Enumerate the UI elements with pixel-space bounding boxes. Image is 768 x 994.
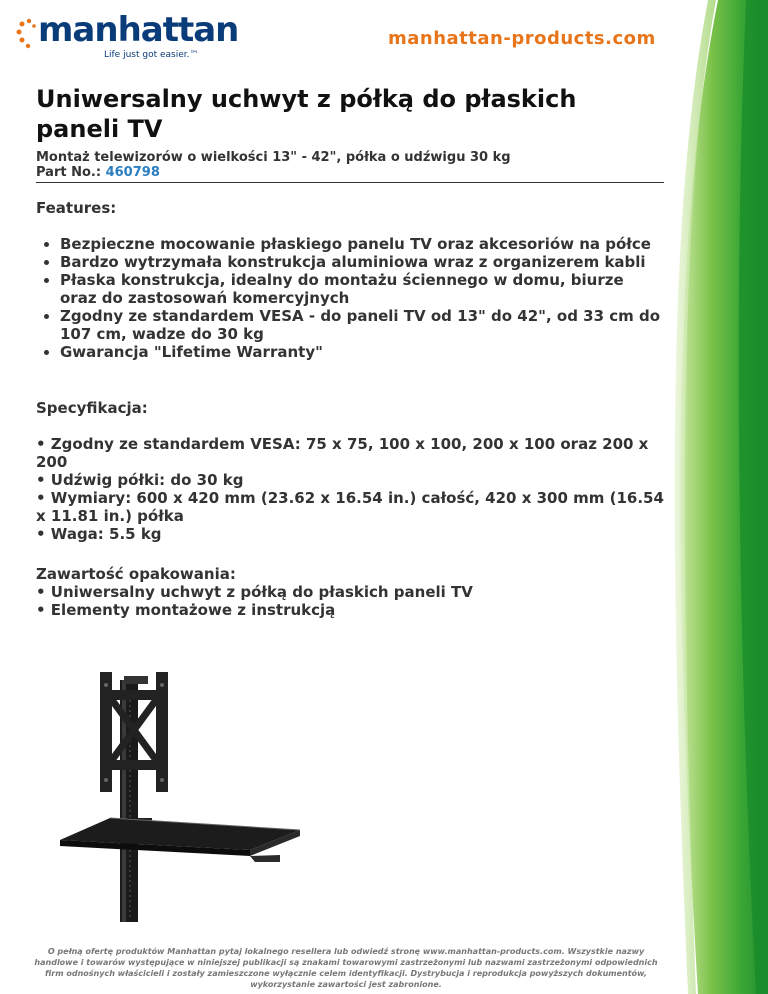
list-item: • Bardzo wytrzymała konstrukcja aluminiowa wraz z organizerem kabli [60,253,664,271]
manhattan-logo [16,8,239,64]
product-subtitle: Montaż telewizorów o wielkości 13" - 42", półka o udźwigu 30 kg [36,150,511,165]
list-item: • Płaska konstrukcja, idealny do montażu ściennego w domu, biurze oraz do zastosowań komercyjnych [60,271,664,307]
features-list [36,235,664,361]
specs-list [36,435,664,543]
specs-heading: Specyfikacja: [36,399,148,417]
list-item: • Gwarancja "Lifetime Warranty" [60,343,664,361]
spec-item: • Wymiary: 600 x 420 mm (23.62 x 16.54 in.) całość, 420 x 300 mm (16.54 x 11.81 in.) półka [36,489,664,525]
spec-item: • Zgodny ze standardem VESA: 75 x 75, 100 x 100, 200 x 100 oraz 200 x 200 [36,435,649,471]
part-number-value: 460798 [105,165,160,180]
features-heading: Features: [36,199,117,217]
part-number-label: Part No.: [36,165,102,180]
logo-tagline: Life just got easier.™ [104,50,199,60]
header-divider [36,182,664,183]
product-title: Uniwersalny uchwyt z półką do płaskich paneli TV [36,85,577,143]
spec-item: • Udźwig półki: do 30 kg [36,471,244,489]
package-heading: Zawartość opakowania: [36,565,236,583]
package-item: • Uniwersalny uchwyt z półką do płaskich paneli TV [36,583,473,601]
logo-dots-icon [16,18,40,54]
product-image [50,650,310,930]
logo-wordmark: manhattan [38,10,239,50]
part-number-line [36,165,664,180]
site-url[interactable]: manhattan-products.com [388,28,656,49]
list-item: • Zgodny ze standardem VESA - do paneli TV od 13" do 42", od 33 cm do 107 cm, wadze do 30 kg [60,307,664,343]
package-item: • Elementy montażowe z instrukcją [36,601,336,619]
list-item: • Bezpieczne mocowanie płaskiego panelu TV oraz akcesoriów na półce [60,235,664,253]
main-content [36,84,664,619]
footer-disclaimer: O pełną ofertę produktów Manhattan pytaj lokalnego resellera lub odwiedź stronę www.manhattan-products.com. Wszystkie nazwy handlowe i towarów występujące w niniejszej publikacji są znakami towarowymi zastrzeżonymi lub nazwami zastrzeżonymi odpowiednich firm odnośnych właścicieli i zostały zamieszczone wyłącznie celem identyfikacji. Dystrybucja i reprodukcja powyższych dokumentów, wykorzystanie zawartości jest zabronione. [34,947,658,989]
spec-item: • Waga: 5.5 kg [36,525,162,543]
